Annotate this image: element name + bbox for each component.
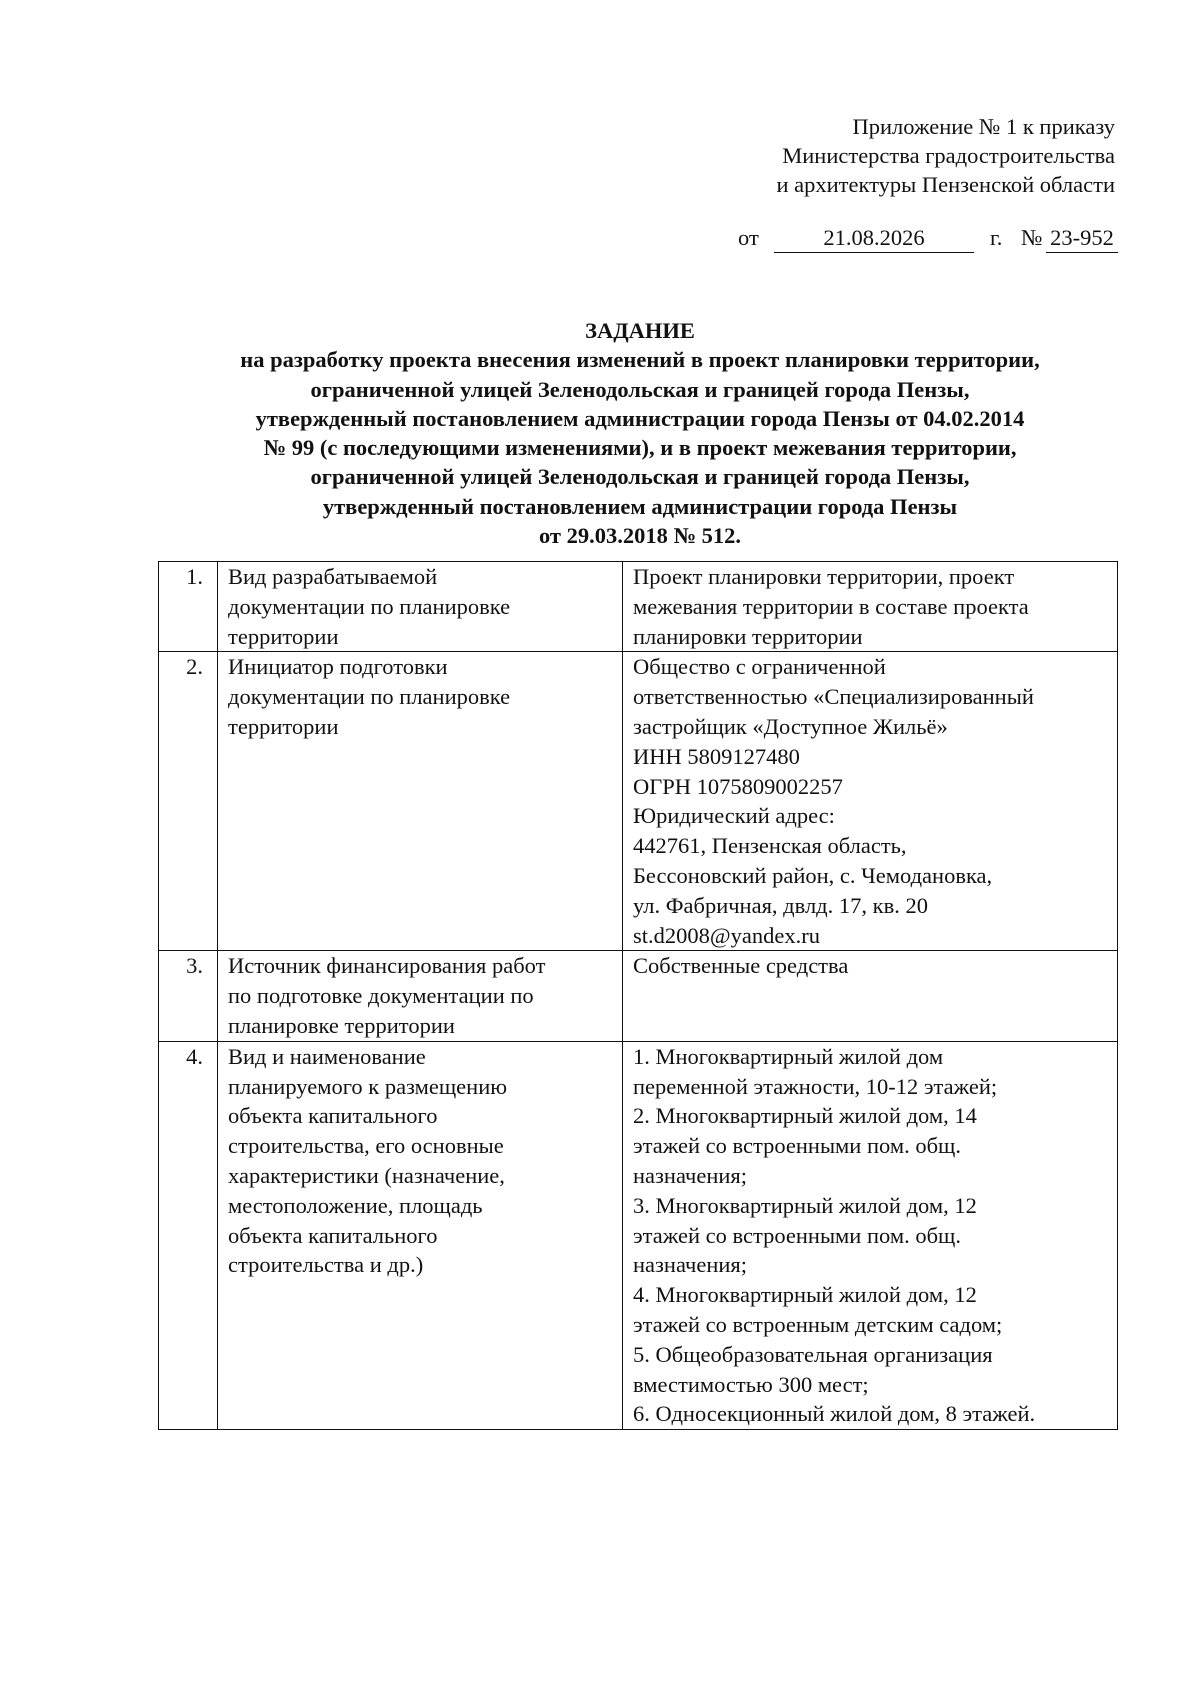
order-date-line: [738, 223, 1118, 255]
table-row: [159, 562, 1118, 652]
row-value: Собственные средства: [623, 951, 1118, 1041]
row-label: Вид разрабатываемой документации по планировке территории: [218, 562, 623, 652]
title-line: от 29.03.2018 № 512.: [538, 523, 742, 549]
title-heading: ЗАДАНИЕ: [585, 318, 695, 343]
row-label: Источник финансирования работ по подготовке документации по планировке территории: [218, 951, 623, 1041]
row-label: Инициатор подготовки документации по планировке территории: [218, 652, 623, 951]
order-number: 23-952: [1046, 225, 1118, 253]
number-sign: №: [1021, 225, 1043, 250]
row-value: 1. Многоквартирный жилой дом переменной этажности, 10-12 этажей; 2. Многоквартирный жилой дом, 14 этажей со встроенными пом. общ. назначения; 3. Многоквартирный жилой дом, 12 этажей со встроенными пом. общ. назначения; 4. Многоквартирный жилой дом, 12 этажей со встроенным детским садом; 5. Общеобразовательная организация вместимостью 300 мест; 6. Односекционный жилой дом, 8 этажей.: [623, 1041, 1118, 1429]
row-number: 2.: [159, 652, 218, 951]
table-row: [159, 1041, 1118, 1429]
year-suffix: г.: [990, 225, 1003, 250]
row-number: 3.: [159, 951, 218, 1041]
row-value: Общество с ограниченной ответственностью «Специализированный застройщик «Доступное Жильё» ИНН 5809127480 ОГРН 1075809002257 Юридический адрес: 442761, Пензенская область, Бессоновский район, с. Чемодановка, ул. Фабричная, двлд. 17, кв. 20 st.d2008@yandex.ru: [623, 652, 1118, 951]
title-line: утвержденный постановлением администрации города Пензы от 04.02.2014: [255, 405, 1025, 431]
document-title: [150, 316, 1130, 550]
table-row: [159, 951, 1118, 1041]
title-line: ограниченной улицей Зеленодольская и границей города Пензы,: [310, 464, 970, 490]
title-line: № 99 (с последующими изменениями), и в проект межевания территории,: [263, 435, 1017, 461]
appendix-header: [776, 112, 1115, 199]
order-date: 21.08.2026: [774, 225, 974, 253]
title-line: утвержденный постановлением администрации города Пензы: [322, 493, 958, 519]
row-value: Проект планировки территории, проект межевания территории в составе проекта планировки территории: [623, 562, 1118, 652]
title-line: ограниченной улицей Зеленодольская и границей города Пензы,: [310, 376, 970, 402]
row-number: 1.: [159, 562, 218, 652]
appendix-header-line: Приложение № 1 к приказу: [852, 114, 1115, 139]
email-address: st.d2008@yandex.ru: [633, 922, 820, 948]
table-row: [159, 652, 1118, 951]
date-prefix: от: [738, 225, 759, 250]
row-number: 4.: [159, 1041, 218, 1429]
appendix-header-line: и архитектуры Пензенской области: [776, 172, 1115, 197]
title-line: на разработку проекта внесения изменений в проект планировки территории,: [240, 347, 1040, 373]
appendix-header-line: Министерства градостроительства: [782, 143, 1115, 168]
task-table: [158, 561, 1118, 1430]
row-label: Вид и наименование планируемого к размещению объекта капитального строительства, его основные характеристики (назначение, местоположение, площадь объекта капитального строительства и др.): [218, 1041, 623, 1429]
